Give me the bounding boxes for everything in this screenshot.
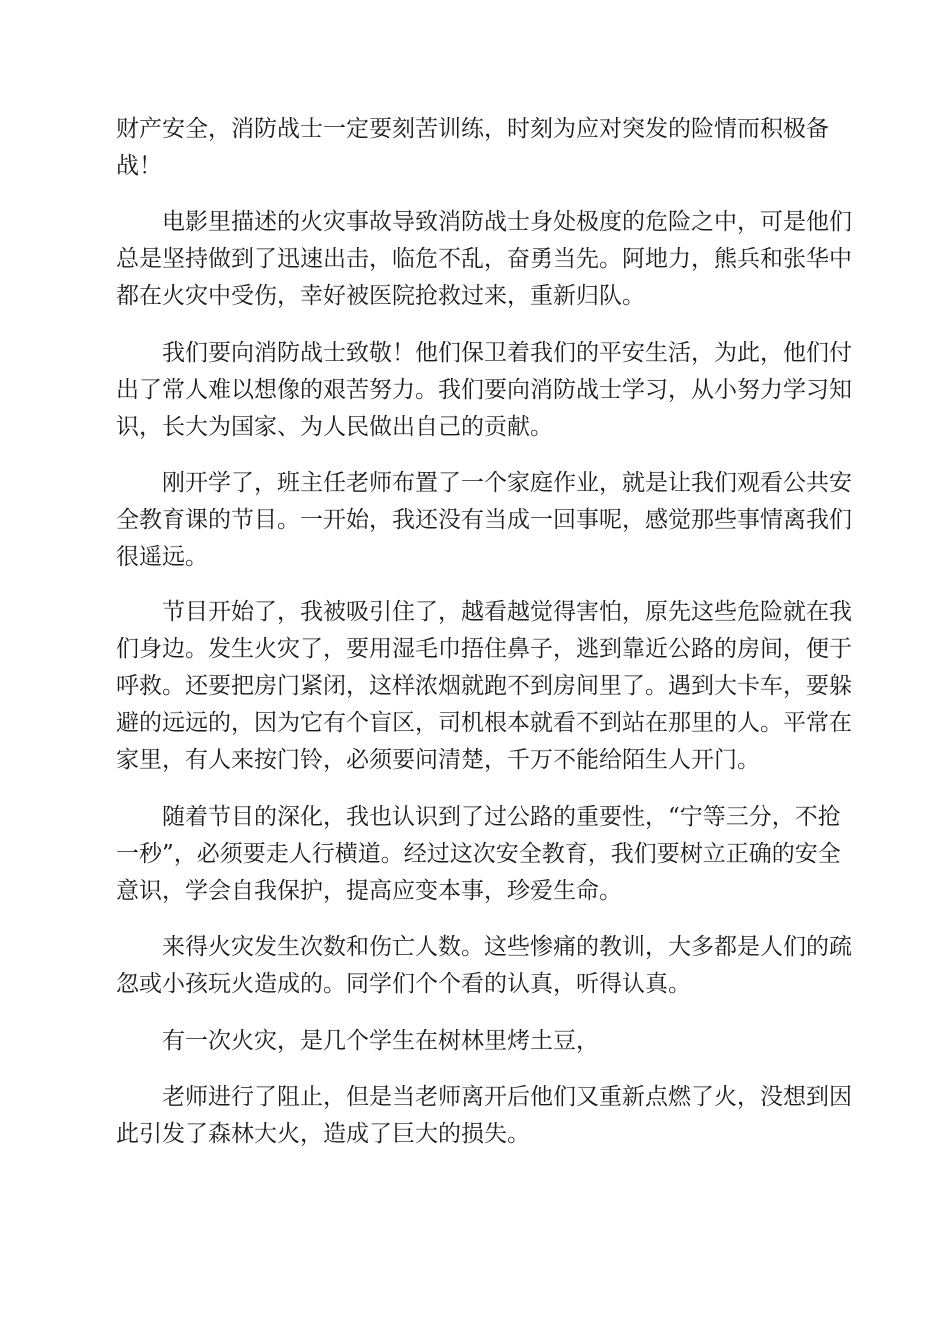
text-line: 来得火灾发生次数和伤亡人数。这些惨痛的教训，大多都是人们的疏 xyxy=(162,934,852,960)
text-line: 我们要向消防战士致敬！他们保卫着我们的平安生活，为此，他们付 xyxy=(162,340,852,366)
paragraph xyxy=(116,799,841,910)
text-line: 们身边。发生火灾了，要用湿毛巾捂住鼻子，逃到靠近公路的房间，便于 xyxy=(116,636,852,662)
paragraph xyxy=(116,204,852,315)
text-line: 战！ xyxy=(116,153,162,179)
text-line: 家里，有人来按门铃，必须要问清楚，千万不能给陌生人开门。 xyxy=(116,747,760,773)
text-line: 避的远远的，因为它有个盲区，司机根本就看不到站在那里的人。平常在 xyxy=(116,710,852,736)
text-line: 总是坚持做到了迅速出击，临危不乱，奋勇当先。阿地力，熊兵和张华中 xyxy=(116,246,852,272)
text-line: 节目开始了，我被吸引住了，越看越觉得害怕，原先这些危险就在我 xyxy=(162,599,852,625)
text-line: 意识，学会自我保护，提高应变本事，珍爱生命。 xyxy=(116,878,622,904)
paragraph xyxy=(116,929,852,1003)
text-line: 很遥远。 xyxy=(116,544,208,570)
text-line: 此引发了森林大火，造成了巨大的损失。 xyxy=(116,1121,530,1147)
text-line: 都在火灾中受伤，幸好被医院抢救过来，重新归队。 xyxy=(116,283,645,309)
paragraph xyxy=(116,335,852,446)
paragraph xyxy=(116,111,836,185)
text-line: 识，长大为国家、为人民做出自己的贡献。 xyxy=(116,414,553,440)
paragraph xyxy=(116,1079,852,1153)
text-line: 老师进行了阻止，但是当老师离开后他们又重新点燃了火，没想到因 xyxy=(162,1084,852,1110)
paragraph xyxy=(116,594,852,779)
paragraph xyxy=(116,465,852,576)
text-line: 电影里描述的火灾事故导致消防战士身处极度的危险之中，可是他们 xyxy=(162,209,852,235)
text-line: 随着节目的深化，我也认识到了过公路的重要性，“宁等三分，不抢 xyxy=(162,804,841,830)
text-line: 一秒”，必须要走人行横道。经过这次安全教育，我们要树立正确的安全 xyxy=(116,841,841,867)
text-line: 出了常人难以想像的艰苦努力。我们要向消防战士学习，从小努力学习知 xyxy=(116,377,852,403)
text-line: 有一次火灾，是几个学生在树林里烤土豆， xyxy=(162,1028,599,1054)
paragraph xyxy=(116,1023,836,1060)
text-line: 财产安全，消防战士一定要刻苦训练，时刻为应对突发的险情而积极备 xyxy=(116,116,829,142)
text-line: 呼救。还要把房门紧闭，这样浓烟就跑不到房间里了。遇到大卡车，要躲 xyxy=(116,673,852,699)
text-line: 刚开学了，班主任老师布置了一个家庭作业，就是让我们观看公共安 xyxy=(162,470,852,496)
text-line: 全教育课的节目。一开始，我还没有当成一回事呢，感觉那些事情离我们 xyxy=(116,507,852,533)
text-line: 忽或小孩玩火造成的。同学们个个看的认真，听得认真。 xyxy=(116,971,691,997)
